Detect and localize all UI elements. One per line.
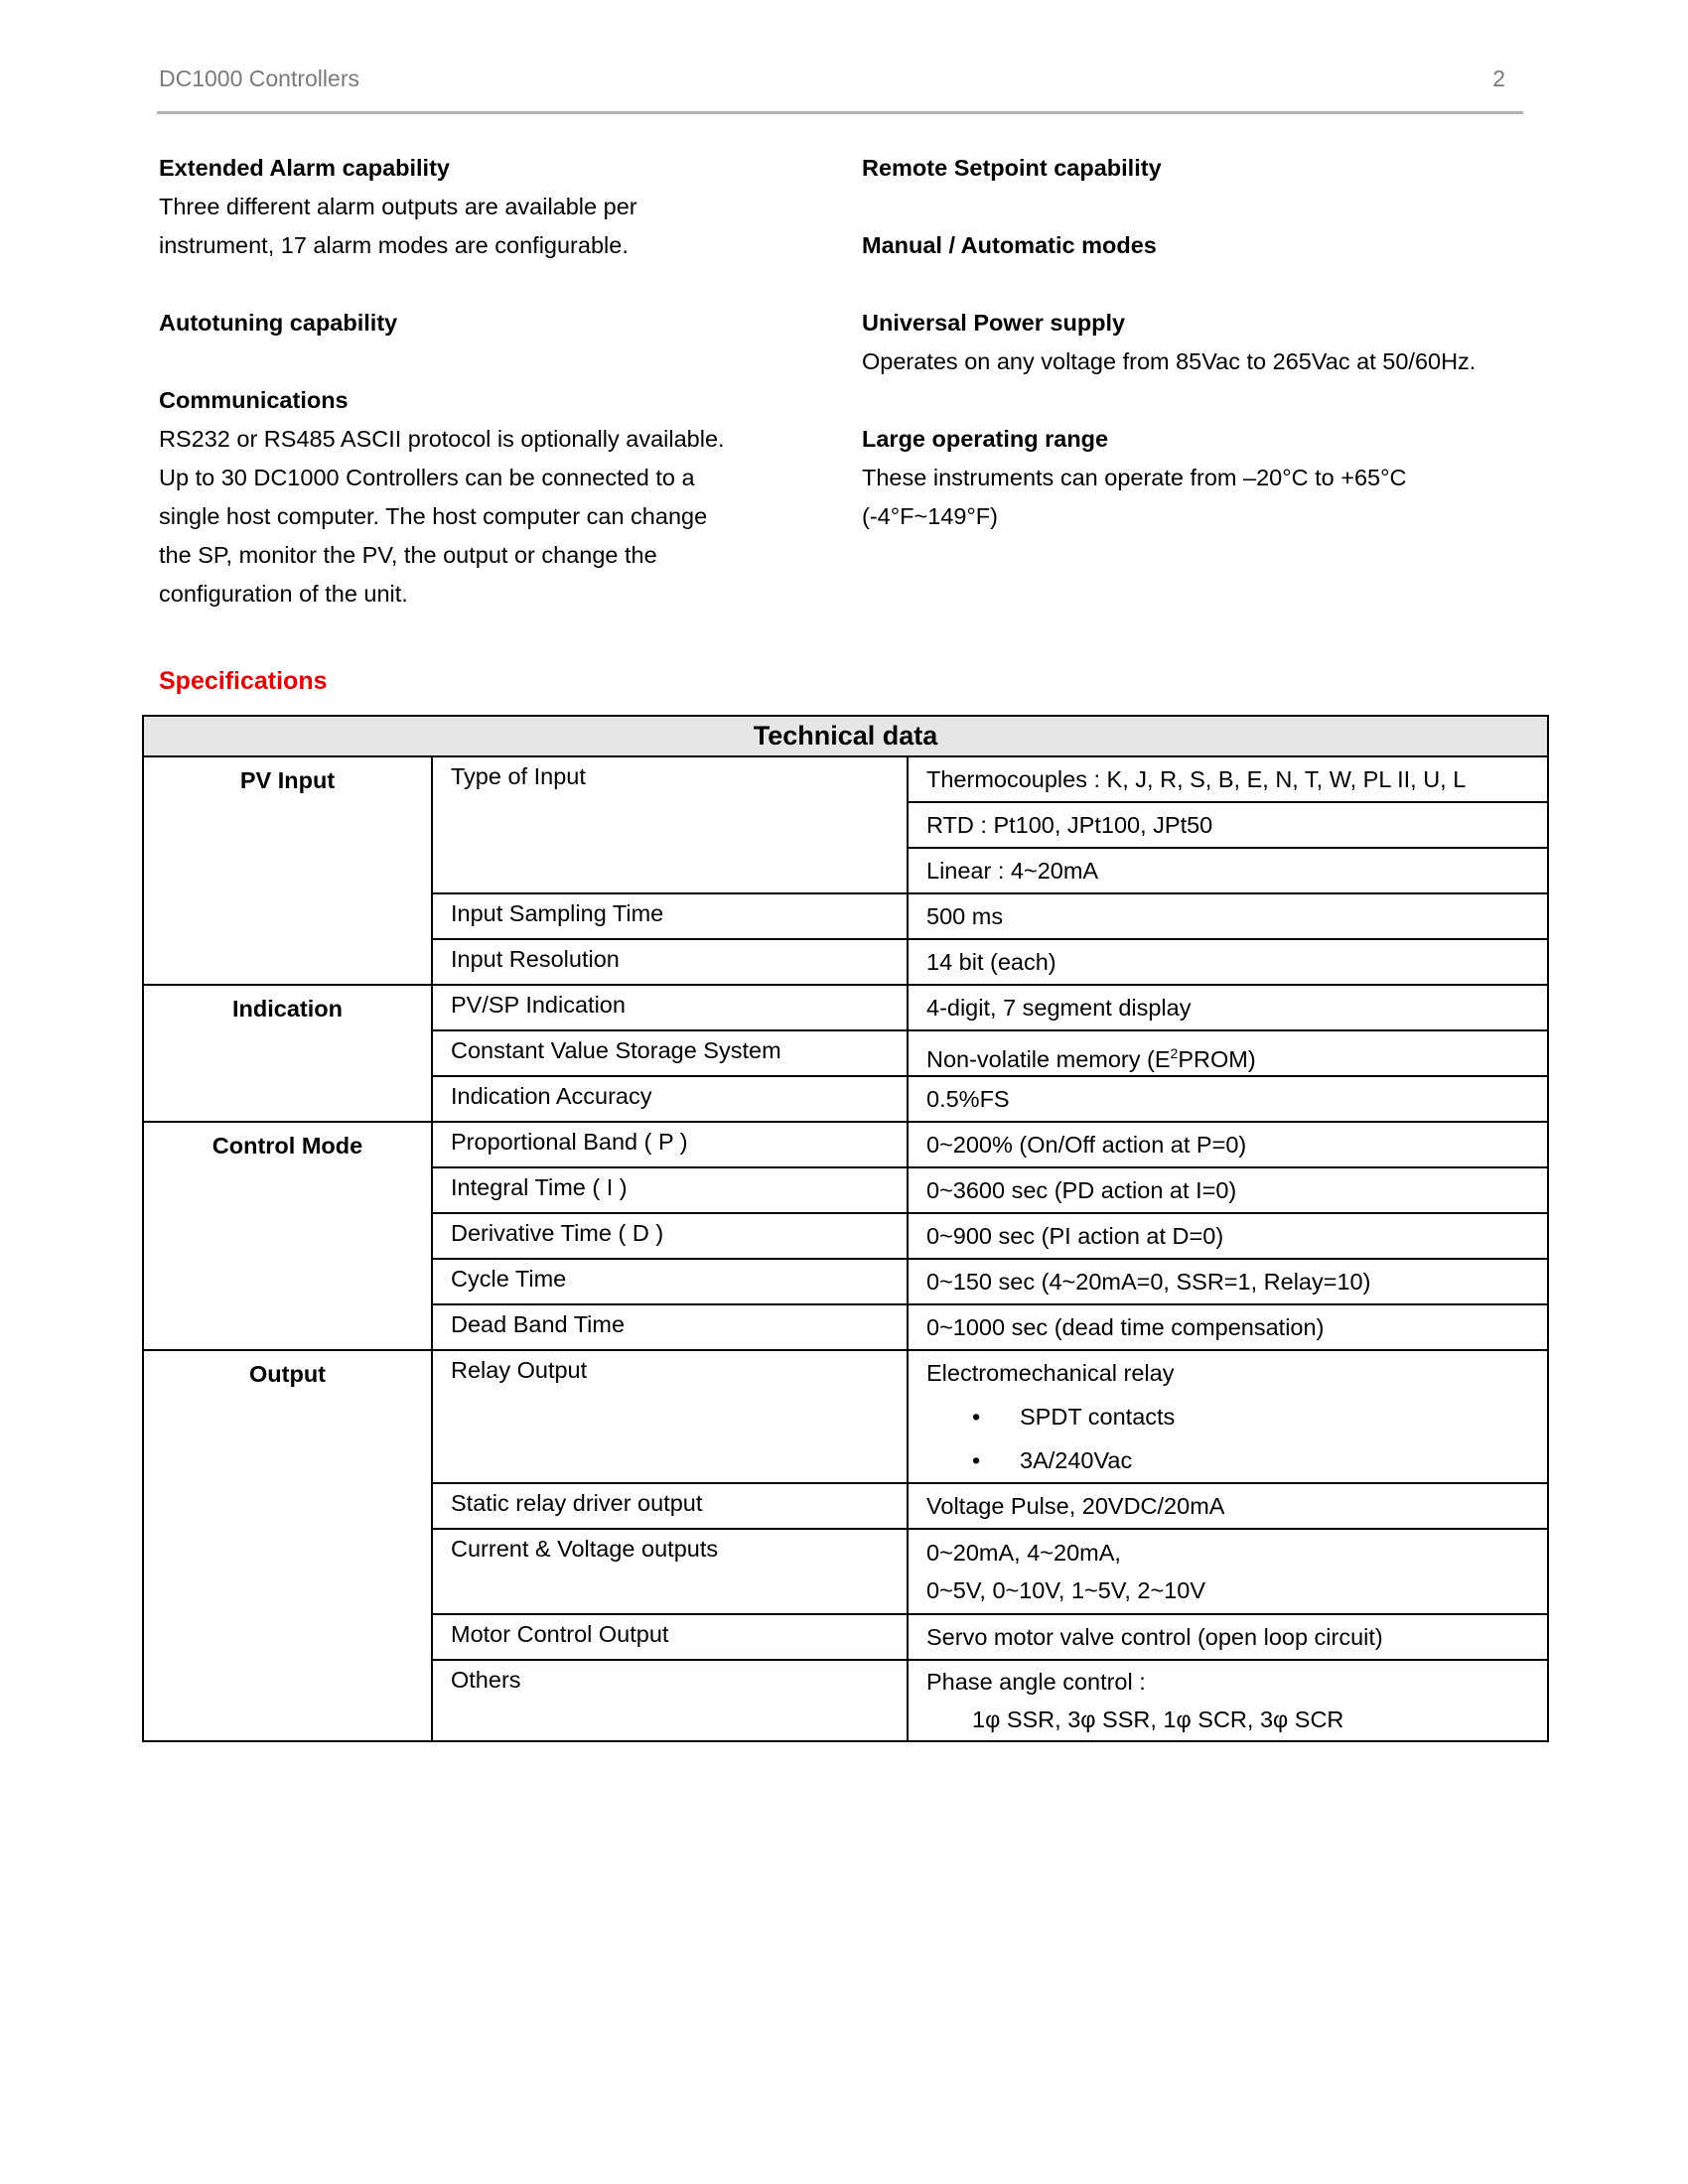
value-storage-sup: 2 bbox=[1170, 1045, 1179, 1061]
value-cell bbox=[908, 1076, 1548, 1122]
table-title: Technical data bbox=[143, 716, 1548, 756]
value-voltage-line: 0~5V, 0~10V, 1~5V, 2~10V bbox=[926, 1577, 1205, 1603]
param-prop-band: Proportional Band ( P ) bbox=[432, 1122, 908, 1167]
feature-universal-power bbox=[862, 304, 1537, 381]
specifications-heading: Specifications bbox=[159, 667, 328, 695]
value-cycle: 0~150 sec (4~20mA=0, SSR=1, Relay=10) bbox=[926, 1269, 1371, 1295]
bullet-icon: • bbox=[972, 1404, 981, 1430]
param-others: Others bbox=[432, 1660, 908, 1741]
param-dead-band: Dead Band Time bbox=[432, 1304, 908, 1350]
value-cell bbox=[908, 1614, 1548, 1660]
feature-manual-automatic bbox=[862, 226, 1537, 265]
table-row bbox=[143, 1122, 1548, 1167]
feature-body: Three different alarm outputs are available per instrument, 17 alarm modes are configurable. bbox=[159, 194, 637, 258]
value-phase-types: 1φ SSR, 3φ SSR, 1φ SCR, 3φ SCR bbox=[972, 1706, 1344, 1732]
feature-extended-alarm bbox=[159, 149, 794, 265]
param-storage: Constant Value Storage System bbox=[432, 1030, 908, 1076]
value-motor: Servo motor valve control (open loop circuit) bbox=[926, 1624, 1383, 1650]
param-accuracy: Indication Accuracy bbox=[432, 1076, 908, 1122]
bullet-item bbox=[926, 1438, 1547, 1482]
features-right-column bbox=[862, 149, 1537, 575]
param-input-resolution: Input Resolution bbox=[432, 939, 908, 985]
value-storage-post: PROM) bbox=[1178, 1045, 1256, 1072]
value-thermocouples: Thermocouples : K, J, R, S, B, E, N, T, W, PL II, U, L bbox=[926, 766, 1467, 792]
param-pv-sp-indication: PV/SP Indication bbox=[432, 985, 908, 1030]
value-cell bbox=[908, 1167, 1548, 1213]
param-type-of-input: Type of Input bbox=[432, 756, 908, 893]
group-control-mode: Control Mode bbox=[143, 1122, 432, 1350]
feature-title: Communications bbox=[159, 387, 349, 413]
feature-remote-setpoint bbox=[862, 149, 1537, 188]
bullet-item bbox=[926, 1395, 1547, 1438]
value-cell bbox=[908, 1030, 1548, 1076]
bullet-text: SPDT contacts bbox=[1020, 1404, 1176, 1430]
value-derivative: 0~900 sec (PI action at D=0) bbox=[926, 1223, 1224, 1249]
param-derivative: Derivative Time ( D ) bbox=[432, 1213, 908, 1259]
table-row bbox=[143, 985, 1548, 1030]
group-output: Output bbox=[143, 1350, 432, 1741]
table-row bbox=[143, 756, 1548, 802]
technical-data-table bbox=[142, 715, 1549, 1742]
value-cell bbox=[908, 756, 1548, 802]
value-cell bbox=[908, 1122, 1548, 1167]
param-integral: Integral Time ( I ) bbox=[432, 1167, 908, 1213]
value-storage bbox=[926, 1031, 1547, 1075]
value-cell bbox=[908, 1529, 1548, 1614]
param-motor: Motor Control Output bbox=[432, 1614, 908, 1660]
feature-title: Extended Alarm capability bbox=[159, 155, 450, 181]
feature-title: Remote Setpoint capability bbox=[862, 155, 1162, 181]
value-static-relay: Voltage Pulse, 20VDC/20mA bbox=[926, 1493, 1225, 1519]
value-pv-sp-indication: 4-digit, 7 segment display bbox=[926, 995, 1192, 1021]
page-number: 2 bbox=[1492, 66, 1505, 91]
value-cell bbox=[908, 939, 1548, 985]
feature-body: RS232 or RS485 ASCII protocol is optionally available. Up to 30 DC1000 Controllers can be connected to a single host computer. The host computer can change the SP, monitor the PV, the output or change the configuration of the unit. bbox=[159, 426, 725, 607]
value-relay: Electromechanical relay bbox=[926, 1360, 1175, 1386]
value-dead-band: 0~1000 sec (dead time compensation) bbox=[926, 1314, 1325, 1340]
value-cell bbox=[908, 1660, 1548, 1741]
feature-body: Operates on any voltage from 85Vac to 265Vac at 50/60Hz. bbox=[862, 348, 1477, 374]
bullet-text: 3A/240Vac bbox=[1020, 1447, 1133, 1473]
value-accuracy: 0.5%FS bbox=[926, 1086, 1010, 1112]
param-relay: Relay Output bbox=[432, 1350, 908, 1483]
feature-title: Universal Power supply bbox=[862, 310, 1126, 336]
group-indication: Indication bbox=[143, 985, 432, 1122]
value-current-line: 0~20mA, 4~20mA, bbox=[926, 1540, 1121, 1566]
param-current-voltage: Current & Voltage outputs bbox=[432, 1529, 908, 1614]
table-row bbox=[143, 1350, 1548, 1483]
bullet-icon: • bbox=[972, 1447, 981, 1473]
value-linear: Linear : 4~20mA bbox=[926, 858, 1099, 884]
page-header bbox=[157, 64, 1523, 114]
value-phase-angle: Phase angle control : bbox=[926, 1669, 1146, 1695]
value-input-resolution: 14 bit (each) bbox=[926, 949, 1056, 975]
feature-operating-range bbox=[862, 420, 1537, 536]
value-cell bbox=[908, 848, 1548, 893]
feature-autotuning bbox=[159, 304, 794, 342]
value-cell bbox=[908, 802, 1548, 848]
value-prop-band: 0~200% (On/Off action at P=0) bbox=[926, 1132, 1247, 1158]
table-header-row bbox=[143, 716, 1548, 756]
feature-communications bbox=[159, 381, 794, 614]
feature-body: These instruments can operate from –20°C to +65°C (-4°F~149°F) bbox=[862, 465, 1407, 529]
value-cell bbox=[908, 1213, 1548, 1259]
features-left-column bbox=[159, 149, 794, 652]
feature-title: Large operating range bbox=[862, 426, 1109, 452]
value-cell bbox=[908, 1350, 1548, 1483]
value-cell bbox=[908, 1304, 1548, 1350]
value-integral: 0~3600 sec (PD action at I=0) bbox=[926, 1177, 1237, 1203]
value-storage-pre: Non-volatile memory (E bbox=[926, 1045, 1171, 1072]
param-cycle: Cycle Time bbox=[432, 1259, 908, 1304]
value-rtd: RTD : Pt100, JPt100, JPt50 bbox=[926, 812, 1213, 838]
value-cell bbox=[908, 1259, 1548, 1304]
header-title: DC1000 Controllers bbox=[159, 66, 359, 91]
value-cell bbox=[908, 893, 1548, 939]
value-input-sampling: 500 ms bbox=[926, 903, 1004, 929]
group-pv-input: PV Input bbox=[143, 756, 432, 985]
value-cell bbox=[908, 1483, 1548, 1529]
value-cell bbox=[908, 985, 1548, 1030]
feature-title: Autotuning capability bbox=[159, 310, 398, 336]
param-input-sampling: Input Sampling Time bbox=[432, 893, 908, 939]
param-static-relay: Static relay driver output bbox=[432, 1483, 908, 1529]
feature-title: Manual / Automatic modes bbox=[862, 232, 1157, 258]
